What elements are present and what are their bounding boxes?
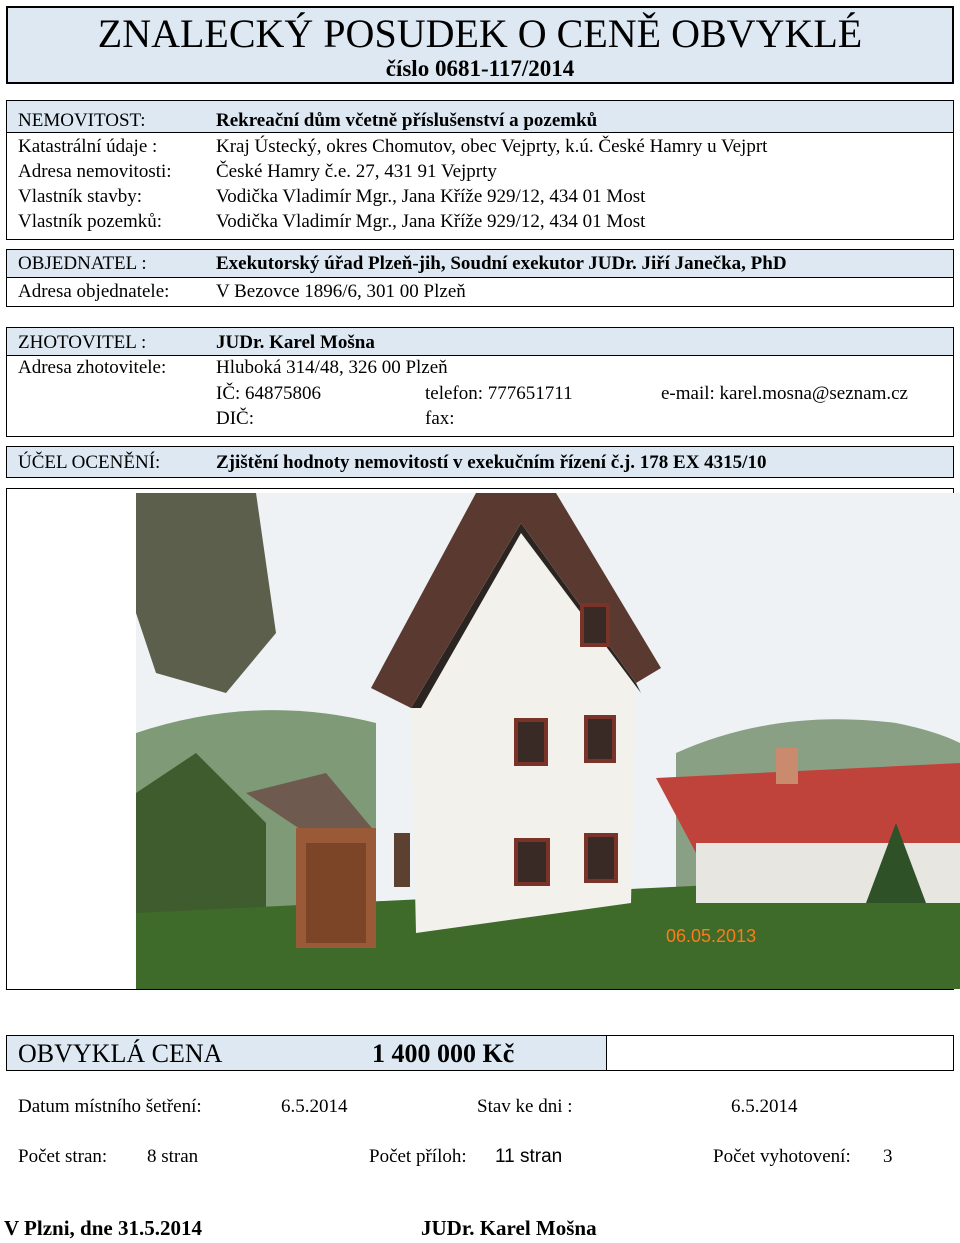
inspection-date-label: Datum místního šetření: [18, 1096, 202, 1117]
photo-timestamp: 06.05.2013 [666, 926, 757, 946]
price-value: 1 400 000 Kč [372, 1039, 515, 1068]
place-date: V Plzni, dne 31.5.2014 [4, 1216, 202, 1240]
land-owner-value: Vodička Vladimír Mgr., Jana Kříže 929/12, 434 01 Most [216, 211, 646, 232]
client-address-value: V Bezovce 1896/6, 301 00 Plzeň [216, 281, 466, 302]
property-address-value: České Hamry č.e. 27, 431 91 Vejprty [216, 161, 497, 182]
purpose-value: Zjištění hodnoty nemovitostí v exekučním řízení č.j. 178 EX 4315/10 [216, 452, 767, 473]
contractor-fax: fax: [425, 408, 455, 429]
attachments-value: 11 stran [495, 1146, 563, 1167]
signature-name: JUDr. Karel Mošna [421, 1216, 597, 1240]
building-owner-label: Vlastník stavby: [18, 186, 143, 207]
document-title: ZNALECKÝ POSUDEK O CENĚ OBVYKLÉ [97, 11, 863, 56]
contractor-ic: IČ: 64875806 [216, 383, 322, 404]
pages-label: Počet stran: [18, 1146, 108, 1167]
cadastral-value: Kraj Ústecký, okres Chomutov, obec Vejprty, k.ú. České Hamry u Vejprt [216, 136, 768, 157]
house-photo [136, 493, 960, 989]
land-owner-label: Vlastník pozemků: [18, 211, 163, 232]
contractor-address-value: Hluboká 314/48, 326 00 Plzeň [216, 357, 448, 378]
title-box [6, 6, 954, 84]
state-date-label: Stav ke dni : [477, 1096, 573, 1117]
copies-value: 3 [883, 1146, 893, 1167]
contractor-email: e-mail: karel.mosna@seznam.cz [661, 383, 908, 404]
cadastral-label: Katastrální údaje : [18, 136, 158, 157]
property-address-label: Adresa nemovitosti: [18, 161, 172, 182]
property-label: NEMOVITOST: [18, 110, 146, 131]
copies-label: Počet vyhotovení: [713, 1146, 851, 1167]
attachments-label: Počet příloh: [369, 1146, 467, 1167]
client-value: Exekutorský úřad Plzeň-jih, Soudní exekutor JUDr. Jiří Janečka, PhD [216, 253, 787, 274]
contractor-phone: telefon: 777651711 [425, 383, 573, 404]
building-owner-value: Vodička Vladimír Mgr., Jana Kříže 929/12, 434 01 Most [216, 186, 646, 207]
client-label: OBJEDNATEL : [18, 253, 147, 274]
pages-value: 8 stran [147, 1146, 199, 1167]
contractor-address-label: Adresa zhotovitele: [18, 357, 167, 378]
purpose-label: ÚČEL OCENĚNÍ: [18, 452, 161, 473]
inspection-date-value: 6.5.2014 [281, 1096, 348, 1117]
state-date-value: 6.5.2014 [731, 1096, 798, 1117]
contractor-value: JUDr. Karel Mošna [216, 332, 375, 353]
contractor-header-band [7, 328, 953, 356]
document-number: číslo 0681-117/2014 [385, 56, 575, 81]
client-address-label: Adresa objednatele: [18, 281, 170, 302]
property-value: Rekreační dům včetně příslušenství a pozemků [216, 110, 598, 131]
contractor-label: ZHOTOVITEL : [18, 332, 147, 353]
price-label: OBVYKLÁ CENA [18, 1039, 223, 1068]
contractor-dic: DIČ: [216, 408, 254, 429]
